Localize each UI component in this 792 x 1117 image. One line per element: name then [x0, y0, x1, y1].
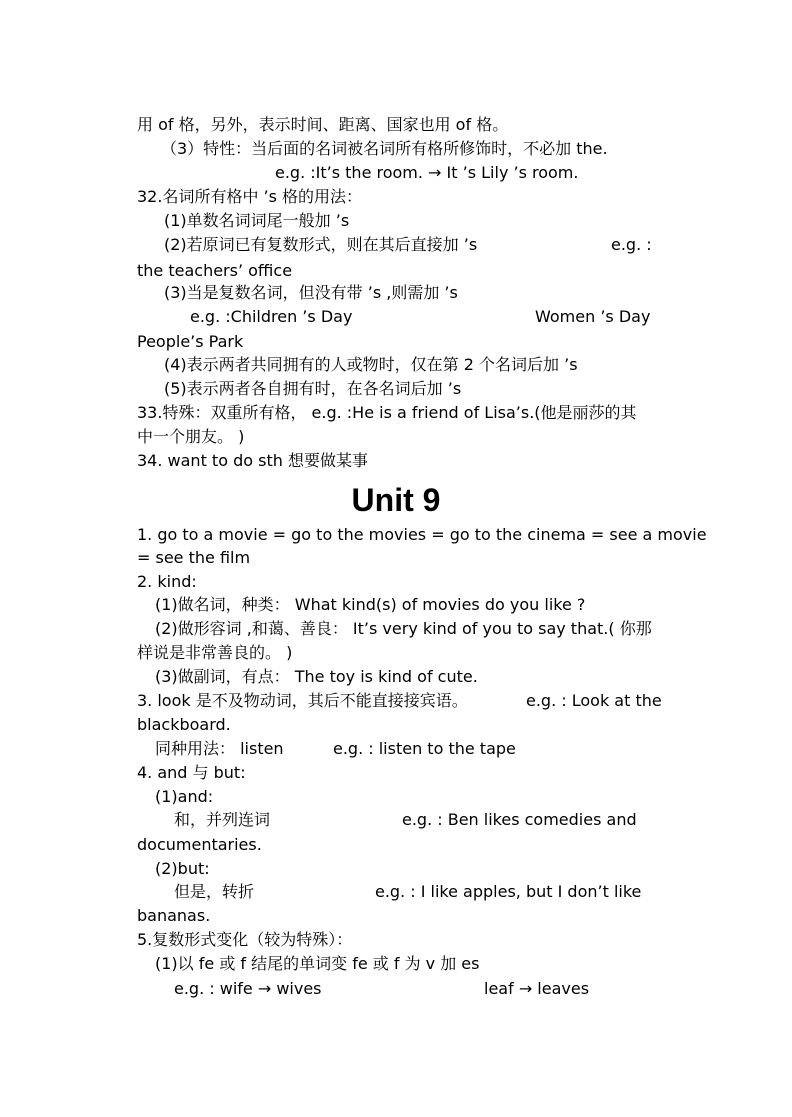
text-line: 样说是非常善良的。 ) — [137, 643, 293, 662]
text-line: (1)以 fe 或 f 结尾的单词变 fe 或 f 为 v 加 es — [155, 954, 480, 973]
text-line: (1)and: — [155, 787, 214, 806]
text-line: (1)做名词，种类： What kind(s) of movies do you like ? — [155, 595, 586, 614]
text-line: 2. kind: — [137, 572, 197, 591]
text-line: 3. look 是不及物动词，其后不能直接接宾语。 — [137, 691, 468, 710]
text-line: （3）特性：当后面的名词被名词所有格所修饰时，不必加 the. — [161, 139, 608, 158]
text-line: e.g. : I like apples, but I don’t like — [375, 882, 642, 901]
text-line: 1. go to a movie = go to the movies = go to the cinema = see a movie — [137, 525, 707, 544]
text-line: e.g. : — [611, 235, 652, 254]
text-line: (1)单数名词词尾一般加 ’s — [164, 211, 350, 230]
text-line: 33.特殊：双重所有格， e.g. :He is a friend of Lisa’s.(他是丽莎的其 — [137, 403, 637, 422]
text-line: 5.复数形式变化（较为特殊）： — [137, 930, 353, 949]
text-line: People’s Park — [137, 332, 244, 351]
text-line: (2)若原词已有复数形式，则在其后直接加 ’s — [164, 235, 478, 254]
text-line: the teachers’ office — [137, 261, 293, 280]
text-line: documentaries. — [137, 835, 262, 854]
text-line: e.g. :It’s the room. → It ’s Lily ’s room. — [275, 163, 579, 182]
text-line: 同种用法： listen — [155, 739, 284, 758]
text-line: 用 of 格，另外，表示时间、距离、国家也用 of 格。 — [137, 115, 509, 134]
text-line: leaf → leaves — [484, 979, 590, 998]
text-line: (3)做副词，有点： The toy is kind of cute. — [155, 667, 478, 686]
text-line: e.g. : Ben likes comedies and — [402, 810, 637, 829]
text-line: bananas. — [137, 906, 211, 925]
text-line: e.g. : listen to the tape — [333, 739, 516, 758]
unit-heading: Unit 9 — [351, 482, 441, 518]
text-line: 4. and 与 but: — [137, 763, 246, 782]
text-line: 但是，转折 — [174, 882, 255, 901]
text-line: 和，并列连词 — [174, 810, 271, 829]
text-line: e.g. :Children ’s Day — [190, 307, 353, 326]
text-line: e.g. : wife → wives — [174, 979, 322, 998]
text-line: (4)表示两者共同拥有的人或物时，仅在第 2 个名词后加 ’s — [164, 355, 578, 374]
text-line: 32.名词所有格中 ’s 格的用法： — [137, 187, 363, 206]
text-line: 34. want to do sth 想要做某事 — [137, 451, 368, 470]
text-line: = see the film — [137, 548, 251, 567]
text-line: e.g. : Look at the — [526, 691, 662, 710]
text-line: blackboard. — [137, 715, 231, 734]
text-line: (2)but: — [155, 859, 210, 878]
text-line: (2)做形容词 ,和蔼、善良： It’s very kind of you to say that.( 你那 — [155, 619, 652, 638]
text-line: Women ’s Day — [535, 307, 651, 326]
text-line: (3)当是复数名词，但没有带 ’s ,则需加 ’s — [164, 283, 458, 302]
text-line: (5)表示两者各自拥有时，在各名词后加 ’s — [164, 379, 462, 398]
text-line: 中一个朋友。 ) — [137, 427, 245, 446]
